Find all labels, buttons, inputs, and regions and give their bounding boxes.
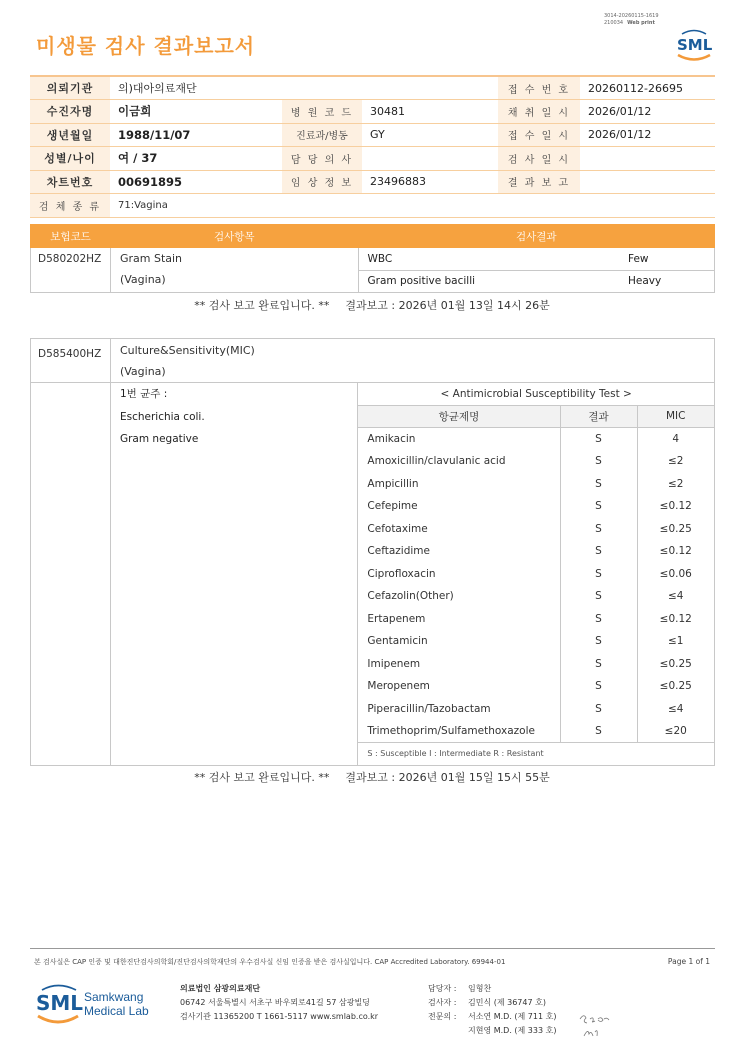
test-specimen: (Vagina) [119, 273, 166, 286]
drug-result: S [560, 473, 637, 496]
label-collection-date: 채 취 일 시 [498, 100, 580, 124]
table-row [31, 383, 715, 766]
staff-row [428, 996, 556, 1010]
drug-mic: ≤0.12 [637, 540, 714, 563]
document-code [604, 13, 659, 27]
svg-text:Medical Lab: Medical Lab [84, 1004, 149, 1018]
gram-result: Gram negative [119, 433, 199, 445]
drug-mic: ≤4 [637, 585, 714, 608]
test-specimen: (Vagina) [119, 365, 166, 378]
table-row [31, 339, 715, 383]
test-name: Culture&Sensitivity(MIC) [119, 344, 255, 357]
drug-name: Ciprofloxacin [367, 567, 436, 580]
drug-mic: ≤4 [637, 698, 714, 721]
patient-row [30, 147, 715, 171]
value-chart-number: 00691895 [110, 170, 282, 194]
ast-table [358, 383, 714, 765]
organism-label: 1번 균주 : [119, 388, 168, 400]
header-test-item: 검사항목 [110, 225, 358, 248]
organism-cell [110, 383, 357, 766]
test-name-cell [110, 248, 358, 293]
patient-row [30, 123, 715, 147]
value-specimen-type: 71:Vagina [110, 194, 715, 218]
drug-result: S [560, 653, 637, 676]
drug-mic: ≤20 [637, 720, 714, 743]
drug-name: Ampicillin [367, 477, 419, 490]
value-requesting-institution: 의)대아의료재단 [110, 76, 498, 100]
report-datetime: 결과보고 : 2026년 01월 15일 15시 55분 [345, 771, 550, 784]
svg-text:Samkwang: Samkwang [84, 990, 144, 1004]
ast-cell [358, 383, 715, 766]
col-mic: MIC [637, 405, 714, 428]
table-row [358, 585, 714, 608]
drug-result: S [560, 698, 637, 721]
value-received-date: 2026/01/12 [580, 123, 715, 147]
footer-divider [30, 948, 715, 949]
drug-result: S [560, 518, 637, 541]
col-result: 결과 [560, 405, 637, 428]
drug-name: Gentamicin [367, 635, 428, 648]
drug-result: S [560, 563, 637, 586]
drug-name: Ceftazidime [367, 545, 430, 558]
staff-name: 서소연 M.D. (제 711 호) [468, 1012, 557, 1021]
staff-role: 전문의 : [428, 1012, 457, 1021]
table-row [358, 608, 714, 631]
org-address: 06742 서울특별시 서초구 바우뫼로41길 57 삼광빌딩 [180, 998, 370, 1007]
test-results-cell [358, 248, 714, 293]
drug-result: S [560, 495, 637, 518]
col-drug: 항균제명 [358, 405, 560, 428]
staff-info [428, 982, 556, 1038]
value-clinical-info: 23496883 [362, 170, 498, 194]
drug-name: Amikacin [367, 433, 416, 445]
table-row [358, 563, 714, 586]
web-print-label: Web print [627, 20, 655, 26]
sml-logo-icon [672, 24, 716, 64]
value-test-date [580, 147, 715, 171]
staff-name: 임형찬 [468, 984, 492, 993]
culture-sensitivity-table [30, 338, 715, 766]
table-row [358, 653, 714, 676]
drug-mic: 4 [637, 428, 714, 451]
report-complete-text: ** 검사 보고 완료입니다. ** [194, 771, 330, 784]
label-patient-name: 수진자명 [30, 100, 110, 124]
code-line-1: 3014-20260115-1619 [604, 13, 659, 19]
signature-icon [576, 1010, 612, 1042]
label-doctor: 담 당 의 사 [282, 147, 362, 171]
report-datetime: 결과보고 : 2026년 01월 13일 14시 26분 [345, 299, 550, 312]
label-result-report: 결 과 보 고 [498, 170, 580, 194]
drug-result: S [560, 630, 637, 653]
value-birth-date: 1988/11/07 [110, 123, 282, 147]
organism-name: Escherichia coli. [119, 410, 205, 423]
table-row [358, 675, 714, 698]
label-test-date: 검 사 일 시 [498, 147, 580, 171]
patient-row [30, 100, 715, 124]
org-name: 의료법인 삼광의료재단 [180, 984, 261, 993]
result-value: Heavy [628, 275, 662, 288]
staff-role: 검사자 : [428, 998, 457, 1007]
staff-role [428, 1024, 468, 1038]
ast-legend-row [358, 743, 714, 765]
samkwang-logo-icon [34, 982, 158, 1028]
drug-result: S [560, 675, 637, 698]
test-code: D585400HZ [31, 339, 111, 383]
report-complete-text: ** 검사 보고 완료입니다. ** [194, 299, 330, 312]
label-specimen-type: 검 체 종 류 [30, 194, 110, 218]
drug-result: S [560, 428, 637, 451]
drug-mic: ≤0.12 [637, 608, 714, 631]
drug-mic: ≤0.06 [637, 563, 714, 586]
test-name: Gram Stain [119, 252, 183, 265]
table-row [358, 473, 714, 496]
code-line-2: 210034 [604, 20, 624, 26]
svg-text:SML: SML [677, 36, 713, 54]
label-requesting-institution: 의뢰기관 [30, 76, 110, 100]
staff-name: 지현영 M.D. (제 333 호) [468, 1026, 557, 1035]
table-row [358, 720, 714, 743]
result-name: WBC [359, 248, 619, 270]
drug-mic: ≤1 [637, 630, 714, 653]
header-test-result: 검사결과 [358, 225, 714, 248]
drug-result: S [560, 720, 637, 743]
drug-name: Cefazolin(Other) [367, 590, 454, 603]
ast-header-row [358, 405, 714, 428]
staff-row [428, 982, 556, 996]
gram-stain-table [30, 224, 715, 293]
value-hospital-code: 30481 [362, 100, 498, 124]
value-doctor [362, 147, 498, 171]
staff-role: 담당자 : [428, 984, 457, 993]
report-complete-line [0, 769, 744, 785]
result-name: Gram positive bacilli [367, 275, 476, 288]
drug-mic: ≤0.25 [637, 653, 714, 676]
table-row [358, 518, 714, 541]
table-row [358, 540, 714, 563]
drug-mic: ≤0.12 [637, 495, 714, 518]
label-clinical-info: 임 상 정 보 [282, 170, 362, 194]
header-insurance-code: 보험코드 [31, 225, 111, 248]
drug-mic: ≤0.25 [637, 518, 714, 541]
label-received-date: 접 수 일 시 [498, 123, 580, 147]
label-sex-age: 성별/나이 [30, 147, 110, 171]
patient-info-table [30, 75, 715, 218]
page-title: 미생물 검사 결과보고서 [36, 34, 256, 58]
test-code: D580202HZ [31, 248, 111, 293]
drug-name: Meropenem [367, 680, 430, 693]
result-row [359, 270, 714, 292]
drug-name: Imipenem [367, 657, 421, 670]
drug-name: Cefotaxime [367, 522, 428, 535]
certification-note: 본 검사실은 CAP 인증 및 대한진단검사의학회/진단검사의학재단의 우수검사실 신임 인증을 받은 검사실입니다. CAP Accredited Laboratory. 69944-01 [34, 958, 506, 966]
value-patient-name: 이금희 [110, 100, 282, 124]
label-department: 진료과/병동 [282, 123, 362, 147]
table-row [31, 248, 715, 293]
table-row [358, 495, 714, 518]
drug-result: S [560, 585, 637, 608]
ast-title: < Antimicrobial Susceptibility Test > [358, 383, 714, 405]
result-header-row [31, 225, 715, 248]
value-result-report [580, 170, 715, 194]
table-row [358, 630, 714, 653]
report-complete-line [0, 297, 744, 313]
value-accession-number: 20260112-26695 [580, 76, 715, 100]
value-department: GY [362, 123, 498, 147]
label-hospital-code: 병 원 코 드 [282, 100, 362, 124]
drug-name: Trimethoprim/Sulfamethoxazole [367, 725, 535, 737]
table-row [358, 428, 714, 451]
patient-row [30, 170, 715, 194]
drug-name: Cefepime [367, 500, 418, 513]
svg-text:SML: SML [36, 991, 84, 1015]
page-number: Page 1 of 1 [667, 957, 710, 966]
label-birth-date: 생년월일 [30, 123, 110, 147]
table-row [358, 698, 714, 721]
value-sex-age: 여 / 37 [110, 147, 282, 171]
drug-mic: ≤2 [637, 450, 714, 473]
patient-row [30, 76, 715, 100]
staff-row [428, 1024, 556, 1038]
empty-code-cell [31, 383, 111, 766]
staff-row [428, 1010, 556, 1024]
staff-name: 김민식 (제 36747 호) [468, 998, 546, 1007]
organization-info [180, 982, 378, 1024]
drug-name: Amoxicillin/clavulanic acid [367, 455, 506, 468]
drug-name: Ertapenem [367, 612, 426, 625]
test-name-cell [110, 339, 714, 383]
drug-mic: ≤0.25 [637, 675, 714, 698]
ast-legend: S : Susceptible I : Intermediate R : Resistant [358, 743, 714, 765]
label-chart-number: 차트번호 [30, 170, 110, 194]
table-row [358, 450, 714, 473]
value-collection-date: 2026/01/12 [580, 100, 715, 124]
drug-result: S [560, 540, 637, 563]
drug-name: Piperacillin/Tazobactam [367, 702, 491, 715]
label-accession-number: 접 수 번 호 [498, 76, 580, 100]
drug-result: S [560, 608, 637, 631]
drug-mic: ≤2 [637, 473, 714, 496]
result-value: Few [619, 248, 714, 270]
patient-row [30, 194, 715, 218]
ast-title-row [358, 383, 714, 405]
result-row [359, 248, 714, 270]
drug-result: S [560, 450, 637, 473]
org-contact: 검사기관 11365200 T 1661-5117 www.smlab.co.kr [180, 1012, 379, 1021]
